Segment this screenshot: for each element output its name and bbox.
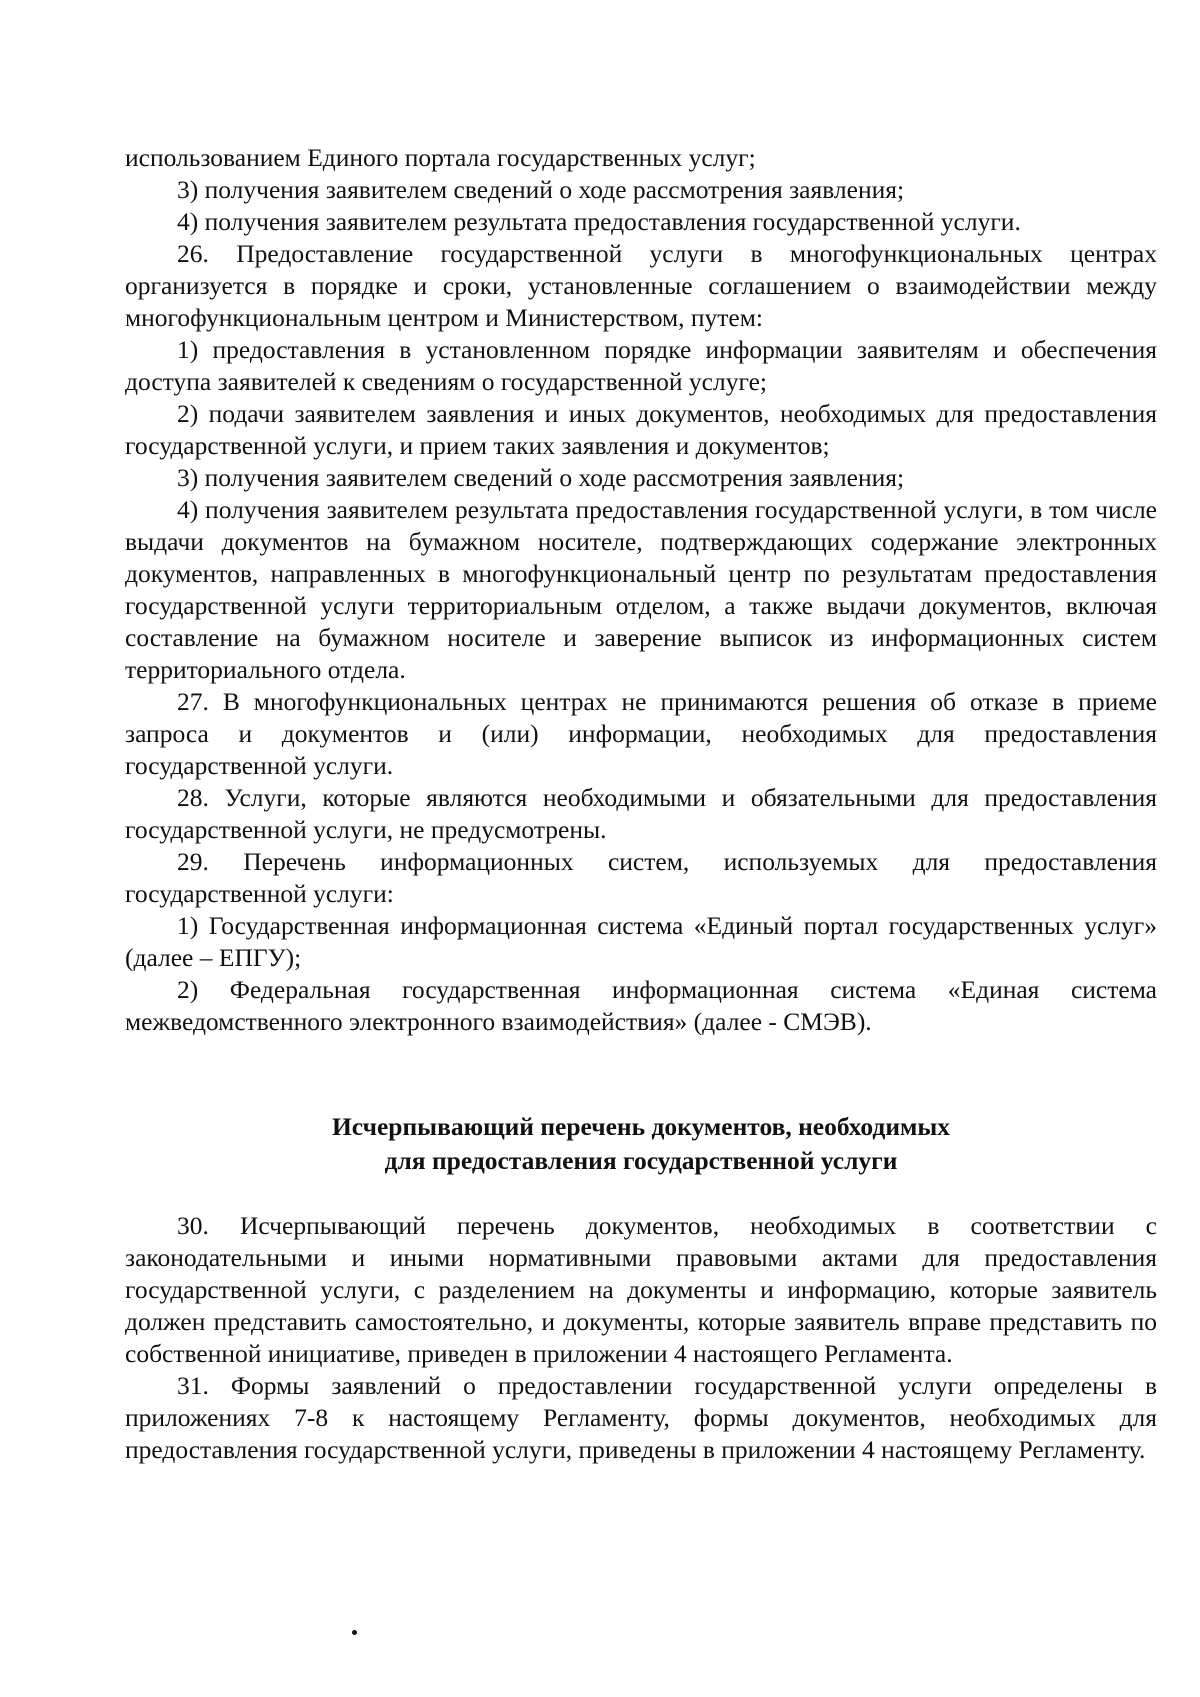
paragraph-continuation: использованием Единого портала государственных услуг; — [125, 143, 756, 172]
paragraph-31: 31. Формы заявлений о предоставлении государственной услуги определены в приложениях 7-8 к настоящему Регламенту, формы документов, необходимых для предоставления государственной услуги, приведены в приложении 4 настоящему Регламенту. — [125, 1371, 1157, 1464]
document-page — [125, 142, 1157, 1466]
paragraph-26-item-2: 2) подачи заявителем заявления и иных документов, необходимых для предоставления государственной услуги, и прием таких заявления и документов; — [125, 399, 1157, 460]
section-heading-line-1: Исчерпывающий перечень документов, необходимых — [331, 1112, 951, 1141]
paragraph-25-item-3: 3) получения заявителем сведений о ходе рассмотрения заявления; — [177, 175, 905, 204]
paragraph-29-item-1: 1) Государственная информационная система «Единый портал государственных услуг» (далее – ЕПГУ); — [125, 911, 1157, 972]
paragraph-29: 29. Перечень информационных систем, используемых для предоставления государственной услуги: — [125, 847, 1157, 908]
paragraph-26-item-4: 4) получения заявителем результата предоставления государственной услуги, в том числе выдачи документов на бумажном носителе, подтверждающих содержание электронных документов, направленных в многофункциональный центр по результатам предоставления государственной услуги территориальным отделом, а также выдачи документов, включая составление на бумажном носителе и заверение выписок из информационных систем территориального отдела. — [125, 495, 1157, 684]
paragraph-28: 28. Услуги, которые являются необходимыми и обязательными для предоставления государственной услуги, не предусмотрены. — [125, 783, 1157, 844]
paragraph-30: 30. Исчерпывающий перечень документов, необходимых в соответствии с законодательными и иными нормативными правовыми актами для предоставления государственной услуги, с разделением на документы и информацию, которые заявитель должен представить самостоятельно, и документы, которые заявитель вправе представить по собственной инициативе, приведен в приложении 4 настоящего Регламента. — [125, 1211, 1157, 1368]
paragraph-26-item-3: 3) получения заявителем сведений о ходе рассмотрения заявления; — [177, 463, 905, 492]
paragraph-29-item-2: 2) Федеральная государственная информационная система «Единая система межведомственного электронного взаимодействия» (далее - СМЭВ). — [125, 975, 1157, 1036]
paragraph-25-item-4: 4) получения заявителем результата предоставления государственной услуги. — [177, 207, 1021, 236]
section-heading-line-2: для предоставления государственной услуги — [384, 1146, 898, 1175]
section-heading — [125, 1110, 1157, 1178]
paragraph-27: 27. В многофункциональных центрах не принимаются решения об отказе в приеме запроса и документов и (или) информации, необходимых для предоставления государственной услуги. — [125, 687, 1157, 780]
paragraph-26-item-1: 1) предоставления в установленном порядке информации заявителям и обеспечения доступа заявителей к сведениям о государственной услуге; — [125, 335, 1157, 396]
stray-dot-mark — [352, 1630, 357, 1635]
paragraph-26: 26. Предоставление государственной услуги в многофункциональных центрах организуется в порядке и сроки, установленные соглашением о взаимодействии между многофункциональным центром и Министерством, путем: — [125, 239, 1157, 332]
